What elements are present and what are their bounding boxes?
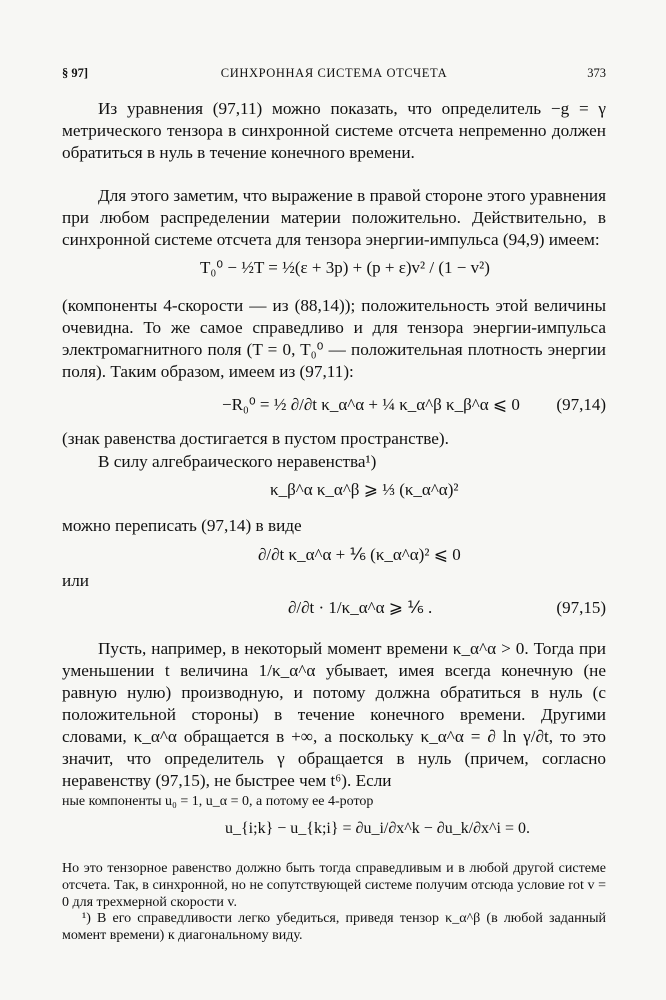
- paragraph-1: Из уравнения (97,11) можно показать, что определитель −g = γ метрического тензора в синхронной системе отсчета непременно должен обратиться в нуль в течение конечного времени.: [62, 99, 606, 162]
- footnote-continuation: ные компоненты u₀ = 1, u_α = 0, а потому ее 4-ротор: [62, 794, 374, 809]
- equation-97-14: −R₀⁰ = ½ ∂/∂t κ_α^α + ¼ κ_α^β κ_β^α ⩽ 0: [222, 395, 520, 414]
- page-number: 373: [587, 66, 606, 80]
- equation-label-97-15: (97,15): [556, 598, 606, 617]
- running-title: СИНХРОННАЯ СИСТЕМА ОТСЧЕТА: [220, 66, 448, 80]
- footnote-1: ¹) В его справедливости легко убедиться, приведя тензор κ_α^β (в любой заданный момент времени) к диагональному виду.: [62, 911, 606, 943]
- paragraph-4: (знак равенства достигается в пустом пространстве).: [62, 429, 449, 448]
- section-ref: § 97]: [62, 66, 89, 80]
- footnote-text: Но это тензорное равенство должно быть тогда справедливым и в любой другой системе отсчета. Так, в синхронной, но не сопутствующей системе получим отсюда условие rot v = 0 для трехмерной скорости v.: [62, 861, 606, 910]
- paragraph-6: можно переписать (97,14) в виде: [62, 516, 302, 535]
- equation-rewritten: ∂/∂t κ_α^α + ⅙ (κ_α^α)² ⩽ 0: [258, 545, 461, 564]
- equation-label-97-14: (97,14): [556, 395, 606, 414]
- running-header: [62, 66, 606, 86]
- paragraph-3: (компоненты 4-скорости — из (88,14)); положительность этой величины очевидна. То же самое справедливо и для тензора энергии-импульса электромагнитного поля (T = 0, T₀⁰ — положительная плотность энергии поля). Таким образом, имеем из (97,11):: [62, 296, 606, 381]
- paragraph-7: или: [62, 571, 89, 590]
- equation-4-rotor: u_{i;k} − u_{k;i} = ∂u_i/∂x^k − ∂u_k/∂x^i = 0.: [225, 820, 531, 837]
- equation-algebraic-inequality: κ_β^α κ_α^β ⩾ ⅓ (κ_α^α)²: [270, 480, 459, 499]
- paragraph-2: Для этого заметим, что выражение в правой стороне этого уравнения при любом распределении материи положительно. Действительно, в синхронной системе отсчета для тензора энергии-импульса (94,9) имеем:: [62, 186, 606, 249]
- equation-97-15: ∂/∂t · 1/κ_α^α ⩾ ⅙ .: [288, 598, 433, 617]
- equation-energy-tensor: T₀⁰ − ½T = ½(ε + 3p) + (p + ε)v² / (1 − v²): [200, 258, 490, 277]
- paragraph-5: В силу алгебраического неравенства¹): [98, 452, 377, 471]
- paragraph-8: Пусть, например, в некоторый момент времени κ_α^α > 0. Тогда при уменьшении t величина 1/κ_α^α убывает, имея всегда конечную (не равную нулю) производную, и потому должна обратиться в нуль (с положительной стороны) в течение конечного времени. Другими словами, κ_α^α обращается в +∞, а поскольку κ_α^α = ∂ ln γ/∂t, то это значит, что определитель γ обращается в нуль (причем, согласно неравенству (97,15), не быстрее чем t⁶). Если: [62, 639, 606, 790]
